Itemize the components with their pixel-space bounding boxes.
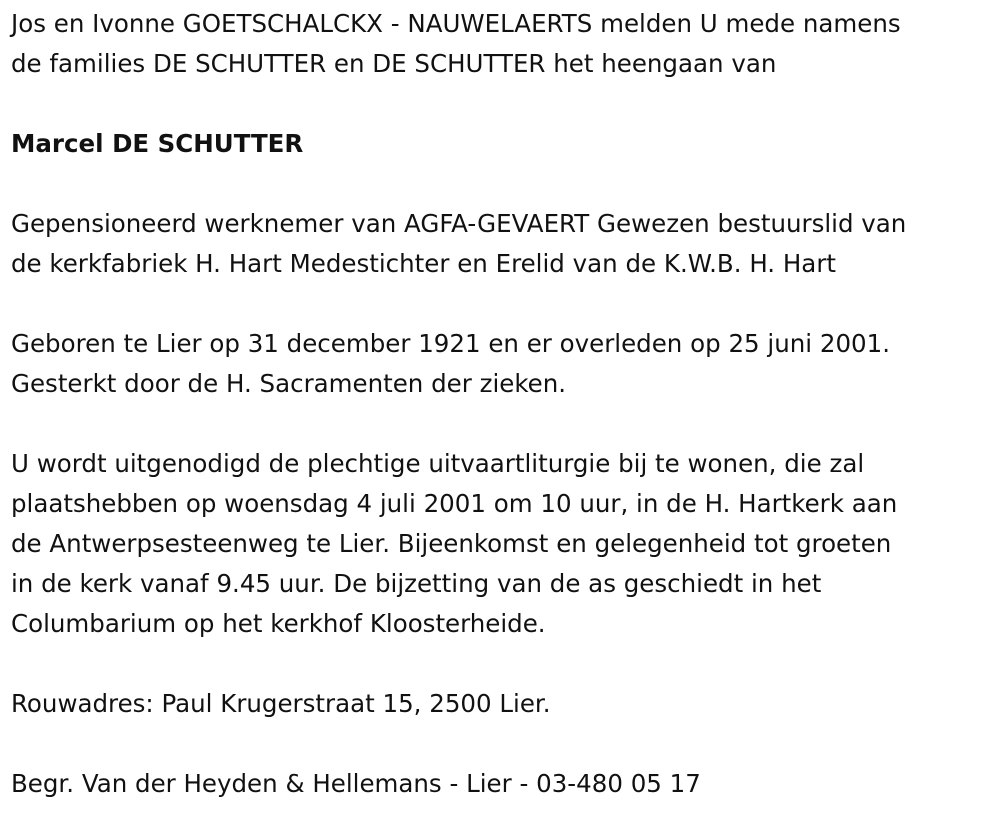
- paragraph-spacer: [11, 284, 991, 324]
- intro-line: de families DE SCHUTTER en DE SCHUTTER het heengaan van: [11, 49, 777, 78]
- funeral-line: U wordt uitgenodigd de plechtige uitvaartliturgie bij te wonen, die zal: [11, 449, 865, 478]
- career-line: Gepensioneerd werknemer van AGFA-GEVAERT Gewezen bestuurslid van: [11, 209, 907, 238]
- funeral-paragraph: [11, 444, 991, 644]
- paragraph-spacer: [11, 644, 991, 684]
- deceased-name: Marcel DE SCHUTTER: [11, 129, 304, 158]
- career-line: de kerkfabriek H. Hart Medestichter en Erelid van de K.W.B. H. Hart: [11, 249, 836, 278]
- funeral-line: in de kerk vanaf 9.45 uur. De bijzetting van de as geschiedt in het: [11, 569, 822, 598]
- paragraph-spacer: [11, 724, 991, 764]
- paragraph-spacer: [11, 164, 991, 204]
- funeral-line: de Antwerpsesteenweg te Lier. Bijeenkomst en gelegenheid tot groeten: [11, 529, 892, 558]
- life-line: Gesterkt door de H. Sacramenten der zieken.: [11, 369, 567, 398]
- life-line: Geboren te Lier op 31 december 1921 en er overleden op 25 juni 2001.: [11, 329, 890, 358]
- funeral-line: plaatshebben op woensdag 4 juli 2001 om 10 uur, in de H. Hartkerk aan: [11, 489, 898, 518]
- death-announcement: [11, 4, 991, 804]
- mourning-address: Rouwadres: Paul Krugerstraat 15, 2500 Lier.: [11, 689, 551, 718]
- career-paragraph: [11, 204, 991, 284]
- paragraph-spacer: [11, 404, 991, 444]
- life-paragraph: [11, 324, 991, 404]
- funeral-line: Columbarium op het kerkhof Kloosterheide.: [11, 609, 546, 638]
- paragraph-spacer: [11, 84, 991, 124]
- undertaker-contact: Begr. Van der Heyden & Hellemans - Lier - 03-480 05 17: [11, 769, 701, 798]
- intro-paragraph: [11, 4, 991, 84]
- intro-line: Jos en Ivonne GOETSCHALCKX - NAUWELAERTS melden U mede namens: [11, 9, 901, 38]
